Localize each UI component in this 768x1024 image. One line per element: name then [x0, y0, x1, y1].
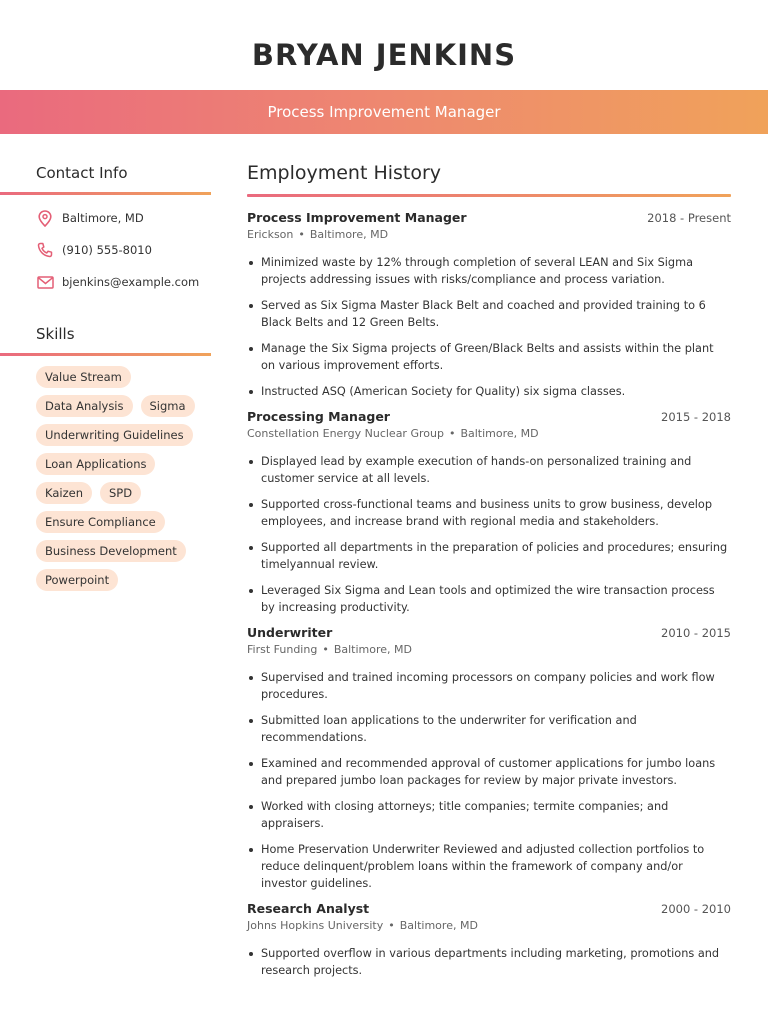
- job-entry: [247, 625, 731, 892]
- skill-pill: Kaizen: [36, 482, 92, 504]
- headline-banner: [0, 90, 768, 134]
- job-bullets: [247, 453, 731, 616]
- job-company: Constellation Energy Nuclear Group: [247, 427, 444, 440]
- job-entry: [247, 210, 731, 400]
- job-entry: [247, 901, 731, 979]
- skill-pill: Loan Applications: [36, 453, 155, 475]
- contact-divider: [0, 192, 211, 195]
- contact-email: [36, 266, 211, 298]
- skill-pill: Ensure Compliance: [36, 511, 165, 533]
- separator-dot: •: [322, 643, 329, 656]
- job-bullets: [247, 254, 731, 400]
- job-company: First Funding: [247, 643, 318, 656]
- bullet-item: Submitted loan applications to the underwriter for verification and recommendations.: [247, 712, 731, 746]
- contact-phone-text: (910) 555-8010: [62, 243, 152, 257]
- contact-email-text: bjenkins@example.com: [62, 275, 200, 289]
- contact-phone: [36, 234, 211, 266]
- phone-icon: [36, 241, 54, 259]
- bullet-item: Home Preservation Underwriter Reviewed and adjusted collection portfolios to reduce delinquent/problem loans within the framework of company and/or investor guidelines.: [247, 841, 731, 892]
- employment-divider: [247, 194, 731, 197]
- candidate-name: BRYAN JENKINS: [251, 38, 517, 72]
- skill-pill: Data Analysis: [36, 395, 133, 417]
- contact-location-text: Baltimore, MD: [62, 211, 144, 225]
- job-company: Johns Hopkins University: [247, 919, 384, 932]
- bullet-item: Supported overflow in various departments including marketing, promotions and research projects.: [247, 945, 731, 979]
- job-company: Erickson: [247, 228, 294, 241]
- bullet-item: Leveraged Six Sigma and Lean tools and optimized the wire transaction process by increasing productivity.: [247, 582, 731, 616]
- skill-pill: Value Stream: [36, 366, 131, 388]
- skill-pill: Powerpoint: [36, 569, 118, 591]
- skill-pill: Underwriting Guidelines: [36, 424, 193, 446]
- job-bullets: [247, 669, 731, 892]
- job-dates: 2000 - 2010: [661, 902, 731, 916]
- skill-pill: Sigma: [141, 395, 195, 417]
- job-title: Underwriter: [247, 625, 333, 640]
- skill-pill: Business Development: [36, 540, 186, 562]
- job-entry: [247, 409, 731, 616]
- job-location: Baltimore, MD: [309, 228, 389, 241]
- job-bullets: [247, 945, 731, 979]
- contact-heading: Contact Info: [36, 164, 128, 182]
- job-dates: 2015 - 2018: [661, 410, 731, 424]
- bullet-item: Minimized waste by 12% through completion of several LEAN and Six Sigma projects addressing issues with risks/compliance and process variation.: [247, 254, 731, 288]
- job-title: Processing Manager: [247, 409, 390, 424]
- skills-list: [36, 366, 211, 591]
- contact-list: [36, 202, 211, 298]
- main-content: [247, 162, 731, 988]
- job-dates: 2018 - Present: [647, 211, 731, 225]
- employment-heading: Employment History: [247, 162, 442, 184]
- job-title: Research Analyst: [247, 901, 370, 916]
- bullet-item: Manage the Six Sigma projects of Green/Black Belts and assists within the plant on various improvement efforts.: [247, 340, 731, 374]
- job-dates: 2010 - 2015: [661, 626, 731, 640]
- separator-dot: •: [448, 427, 456, 440]
- sidebar: [36, 164, 211, 591]
- bullet-item: Worked with closing attorneys; title companies; termite companies; and appraisers.: [247, 798, 731, 832]
- skill-pill: SPD: [100, 482, 141, 504]
- headline-text: Process Improvement Manager: [267, 103, 501, 121]
- job-location: Baltimore, MD: [399, 919, 478, 932]
- separator-dot: •: [388, 919, 395, 932]
- job-title: Process Improvement Manager: [247, 210, 467, 225]
- job-location: Baltimore, MD: [333, 643, 412, 656]
- bullet-item: Instructed ASQ (American Society for Quality) six sigma classes.: [247, 383, 731, 400]
- bullet-item: Supported cross-functional teams and business units to grow business, develop employees, and increase brand with regional media and stakeholders.: [247, 496, 731, 530]
- bullet-item: Supervised and trained incoming processors on company policies and work flow procedures.: [247, 669, 731, 703]
- bullet-item: Supported all departments in the preparation of policies and procedures; ensuring timelyannual review.: [247, 539, 731, 573]
- skills-heading: Skills: [36, 325, 75, 343]
- contact-location: [36, 202, 211, 234]
- skills-divider: [0, 353, 211, 356]
- bullet-item: Served as Six Sigma Master Black Belt and coached and provided training to 6 Black Belts and 12 Green Belts.: [247, 297, 731, 331]
- bullet-item: Displayed lead by example execution of hands-on personalized training and customer service at all levels.: [247, 453, 731, 487]
- location-pin-icon: [36, 209, 54, 227]
- separator-dot: •: [298, 228, 305, 241]
- job-location: Baltimore, MD: [460, 427, 539, 440]
- email-icon: [36, 273, 54, 291]
- bullet-item: Examined and recommended approval of customer applications for jumbo loans and prepared jumbo loan packages for review by major private investors.: [247, 755, 731, 789]
